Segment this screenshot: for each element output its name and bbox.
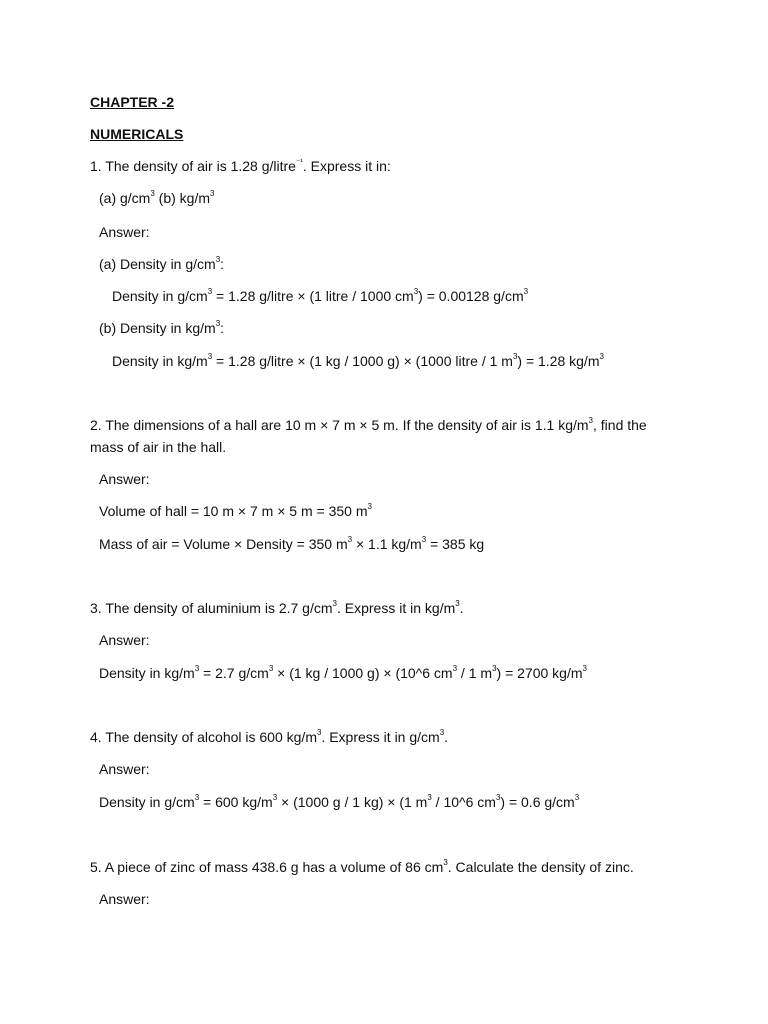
question-1-part-b-label: (b) Density in $kg/m^3$:	[99, 319, 225, 336]
section-heading: NUMERICALS	[90, 126, 184, 142]
question-3: 3. The density of aluminium is 2.7 $g/cm^3$. Express it in $kg/m^3$.	[90, 599, 464, 616]
question-1-answer-label: Answer:	[99, 224, 150, 240]
question-1-part-a-label: (a) Density in $g/cm^3$:	[99, 255, 225, 272]
question-2-line-1: 2. The dimensions of a hall are 10 m × 7 m × 5 m. If the density of air is 1.1 $kg/m^3$, find the	[90, 416, 647, 433]
question-1: 1. The density of air is 1.28 g/litre$^{^{-1}}$. Express it in:	[90, 157, 391, 174]
question-3-working: Density in $kg/m^3 = 2.7$ $g/cm^3 \times (1$ kg / 1000 g) × (10^6 $cm^3 / 1$ $m^3) = 2700$ $kg/m^3$	[99, 664, 587, 681]
question-4-working: Density in $g/cm^3 = 600$ $kg/m^3 \times (1000$ g / 1 kg) × (1 $m^3$ / 10^6 $cm^3) = 0.6$ $g/cm^3$	[99, 793, 580, 810]
question-5-answer-label: Answer:	[99, 891, 150, 907]
question-3-answer-label: Answer:	[99, 632, 150, 648]
question-4: 4. The density of alcohol is 600 $kg/m^3$. Express it in $g/cm^3$.	[90, 728, 449, 745]
question-2-answer-label: Answer:	[99, 471, 150, 487]
question-2-working-volume: Volume of hall = 10 m × 7 m × 5 m = 350 $m^3$	[99, 502, 372, 519]
question-1-part-b-working: Density in $kg/m^3 = 1.28$ g/litre × (1 kg / 1000 g) × (1000 litre / 1 $m^3) = 1.28$ $kg/m^3$	[112, 352, 604, 369]
question-2-working-mass: Mass of air = Volume × Density = 350 $m^3 \times 1.1$ $kg/m^3 = 385$ kg	[99, 535, 485, 552]
question-1-part-a-working: Density in $g/cm^3 = 1.28$ g/litre × (1 litre / 1000 $cm^3) = 0.00128$ $g/cm^3$	[112, 287, 529, 304]
question-4-answer-label: Answer:	[99, 761, 150, 777]
question-2-line-2: mass of air in the hall.	[90, 439, 227, 455]
question-1-options: (a) $g/cm^3$ (b) $kg/m^3$	[99, 189, 215, 206]
question-5: 5. A piece of zinc of mass 438.6 g has a volume of 86 $cm^3$. Calculate the density of zinc.	[90, 858, 634, 875]
chapter-heading: CHAPTER -2	[90, 94, 175, 110]
